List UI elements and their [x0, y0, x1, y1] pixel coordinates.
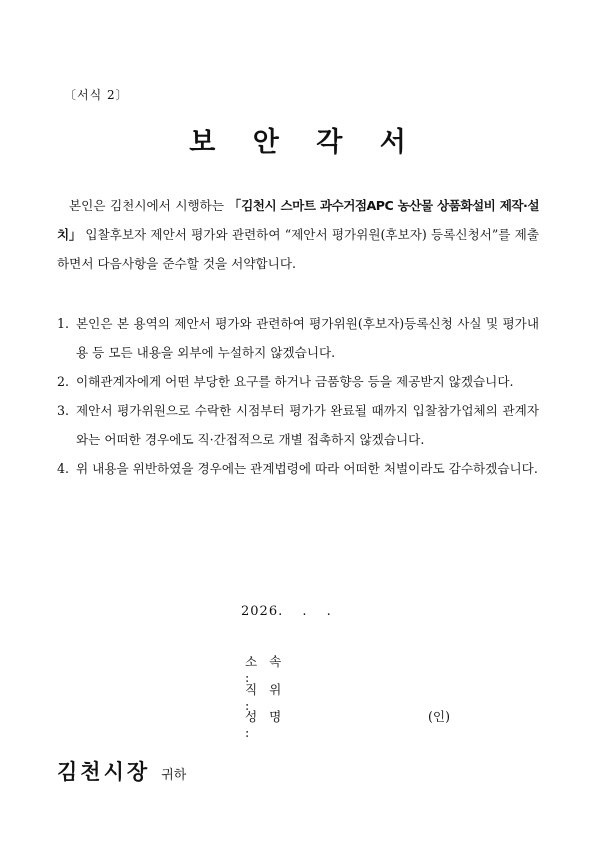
intro-paragraph — [57, 191, 539, 278]
pledge-list — [57, 309, 539, 483]
addressee-honorific: 귀하 — [161, 768, 187, 783]
addressee — [57, 756, 186, 786]
project-name: 「김천시 스마트 과수거점APC 농산물 상품화설비 제작·설치」 — [57, 198, 540, 242]
seal-mark: (인) — [428, 709, 450, 724]
pledge-text: 이해관계자에게 어떤 부당한 요구를 하거나 금품향응 등을 제공받지 않겠습니다. — [76, 374, 514, 389]
form-number: 〔서식 2〕 — [64, 88, 129, 102]
title-char-2: 안 — [252, 127, 279, 158]
pledge-text: 본인은 본 용역의 제안서 평가와 관련하여 평가위원(후보자)등록신청 사실 및 평가내용 등 모든 내용을 외부에 누설하지 않겠습니다. — [76, 316, 539, 360]
pledge-text: 제안서 평가위원으로 수락한 시점부터 평가가 완료될 때까지 입찰참가업체의 관계자와는 어떠한 경우에도 직·간접적으로 개별 접촉하지 않겠습니다. — [76, 403, 539, 447]
name-label: 성 명 : — [245, 709, 286, 740]
title-char-1: 보 — [189, 127, 216, 158]
title-char-3: 각 — [316, 127, 343, 158]
pledge-number: 1. — [57, 316, 70, 331]
position-label: 직 위 : — [245, 682, 286, 713]
name-row — [245, 706, 450, 740]
pledge-number: 4. — [57, 461, 70, 476]
affiliation-label: 소 속 : — [245, 654, 286, 685]
pledge-number: 2. — [57, 374, 70, 389]
page-title — [0, 120, 595, 159]
pledge-item — [57, 309, 539, 367]
signing-date: 2026. . . — [241, 604, 332, 619]
pledge-number: 3. — [57, 403, 70, 418]
pledge-item — [57, 396, 539, 454]
intro-prefix: 본인은 김천시에서 시행하는 — [69, 198, 224, 213]
pledge-item — [57, 454, 539, 483]
addressee-name: 김천시장 — [57, 760, 151, 784]
intro-suffix: 입찰후보자 제안서 평가와 관련하여 “제안서 평가위원(후보자) 등록신청서”를 제출하면서 다음사항을 준수할 것을 서약합니다. — [57, 227, 539, 271]
pledge-item — [57, 367, 539, 396]
title-char-4: 서 — [379, 127, 406, 158]
pledge-text: 위 내용을 위반하였을 경우에는 관계법령에 따라 어떠한 처벌이라도 감수하겠습니다. — [76, 461, 538, 476]
